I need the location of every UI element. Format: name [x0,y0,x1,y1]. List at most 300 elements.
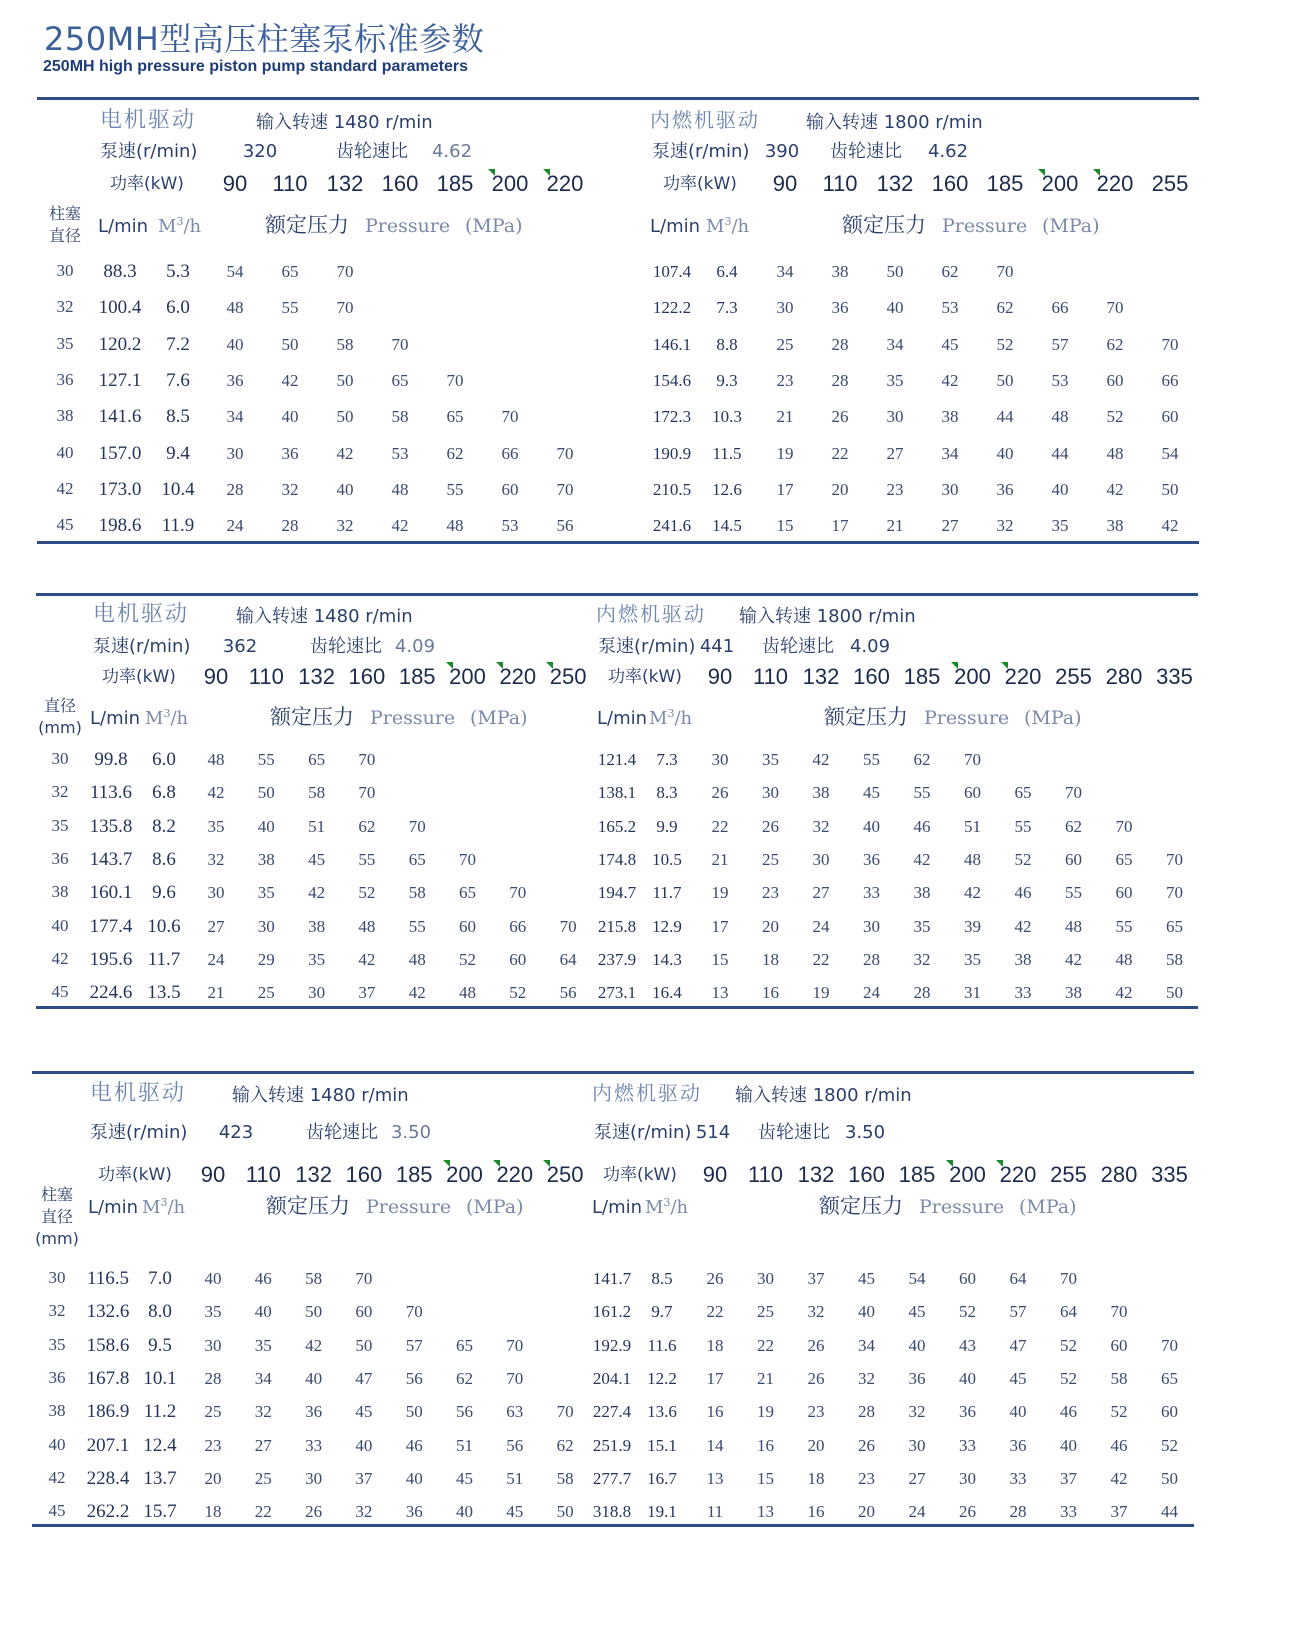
table2-engine-pressure-cell: 25 [762,849,779,869]
table1-row-diameter: 32 [56,297,74,317]
table1-engine-pressure-cell: 38 [1106,516,1124,536]
table2-motor-power-160: 160 [348,664,386,689]
table3-row-diameter: 40 [48,1434,66,1454]
table2-motor-m3h-header: $M^3/h$ [145,707,189,729]
table1-motor-pump-speed: 320 [242,141,278,162]
table1-engine-power-mark [1038,169,1045,176]
table1-row-diameter: 42 [56,478,74,498]
table1-motor-flow-lmin: 88.3 [103,261,137,282]
table1-motor-pressure-cell: 55 [446,479,464,499]
table2-engine-pressure-cell: 39 [964,916,981,936]
table3-motor-pressure-cell: 70 [556,1402,574,1422]
table2-motor-pressure-cell: 24 [207,949,225,969]
table3-motor-pressure-cell: 50 [556,1502,574,1522]
table2-engine-pressure-cell: 42 [1014,916,1032,936]
table2-engine-pressure-cell: 30 [812,849,830,869]
table1-row-diameter: 40 [56,442,74,462]
table3-engine-pressure-cell: 58 [1110,1368,1128,1388]
table2-motor-pressure-cell: 42 [408,983,426,1003]
table2-row-diameter: 36 [51,848,69,868]
table1-engine-pressure-cell: 28 [831,370,849,390]
table1-motor-pressure-cell: 55 [281,298,299,318]
table1-engine-pressure-cell: 27 [941,516,959,536]
table2-engine-flow-m3h: 14.3 [652,949,682,969]
table2-motor-power-220: 220 [499,664,537,689]
table2-motor-pressure-cell: 42 [207,783,225,803]
table2-row-diameter: 42 [51,948,69,968]
table1-motor-pressure-cell: 54 [226,262,244,281]
table1-motor-power-160: 160 [381,171,419,196]
table1-engine-pressure-cell: 54 [1161,443,1179,463]
table2-engine-pressure-cell: 18 [762,949,779,969]
table3-engine-pressure-cell: 26 [706,1269,724,1288]
table3-engine-drive-label: 内燃机驱动 [592,1081,702,1105]
table2-engine-pressure-cell: 33 [1014,983,1032,1003]
table3-motor-pressure-en: Pressure [366,1196,452,1218]
table2-engine-pressure-cell: 62 [1065,816,1082,836]
table1-row-diameter: 36 [56,369,74,389]
table1-engine-pressure-cell: 34 [886,334,904,354]
table2-motor-pressure-cell: 52 [358,883,376,903]
table1-engine-m3h-header: $M^3/h$ [706,215,750,237]
table3-engine-flow-lmin: 161.2 [592,1302,632,1322]
table3-engine-pressure-cell: 28 [858,1402,875,1422]
table2-motor-flow-m3h: 10.6 [147,915,181,937]
table3-motor-pressure-cell: 35 [254,1335,272,1355]
table3-motor-pressure-cell: 62 [556,1435,574,1455]
table3-engine-pressure-cell: 36 [959,1402,976,1422]
table1-engine-pressure-cell: 19 [776,443,794,463]
table3-motor-pressure-cell: 42 [305,1335,323,1355]
table1-engine-gear-ratio-label: 齿轮速比 [830,141,902,162]
table2-motor-power-90: 90 [203,664,229,689]
table2-motor-pressure-cell: 42 [308,883,326,903]
table1-motor-pressure-cell: 30 [226,443,244,463]
table2-engine-pressure-label: 额定压力 [824,705,908,729]
table2-motor-pressure-cell: 35 [308,949,326,969]
table1-engine-pressure-cell: 38 [831,262,849,281]
table2-engine-m3h-header: $M^3/h$ [649,707,693,729]
table1-engine-flow-header: L/min [650,216,701,237]
table3-motor-flow-lmin: 167.8 [86,1367,130,1389]
table1-engine-pressure-cell: 36 [831,298,849,318]
table2-engine-power-335: 335 [1156,664,1193,689]
table3-engine-power-185: 185 [898,1162,936,1187]
table1-engine-power-mark [1093,169,1100,176]
table3-motor-pressure-cell: 63 [506,1402,524,1422]
table3-engine-flow-lmin: 277.7 [592,1468,632,1488]
table3-motor-flow-m3h: 10.1 [143,1367,177,1389]
table1-motor-pressure-cell: 34 [226,407,244,427]
table2-engine-pressure-cell: 70 [1065,783,1082,803]
table3-motor-pressure-cell: 70 [506,1335,524,1355]
table1-engine-pressure-cell: 50 [886,262,904,281]
table2-motor-flow-lmin: 177.4 [89,915,133,937]
table2-motor-pressure-cell: 45 [308,849,326,869]
table1-engine-pressure-cell: 27 [886,443,904,463]
table1-engine-pressure-cell: 57 [1051,334,1069,354]
table1-row-diameter: 35 [56,333,74,353]
table1-engine-power-255: 255 [1151,171,1189,196]
table3-motor-pressure-cell: 56 [405,1368,423,1388]
table3-motor-flow-lmin: 132.6 [86,1301,130,1323]
table1-engine-flow-m3h: 6.4 [716,262,738,281]
table1-motor-power-label: 功率(kW) [110,174,184,194]
table3-motor-flow-lmin: 116.5 [86,1268,130,1289]
table2-motor-pressure-cell: 48 [408,949,426,969]
table3-engine-pressure-cell: 23 [807,1402,825,1422]
table1-engine-pressure-cell: 17 [776,479,794,499]
table1-engine-pressure-cell: 34 [776,262,794,281]
table2-motor-flow-lmin: 224.6 [89,982,133,1004]
table2-engine-pressure-cell: 38 [1014,949,1032,969]
table3-motor-pressure-label: 额定压力 [266,1194,350,1218]
table1-motor-pressure-cell: 50 [336,407,354,427]
table2-motor-pressure-cell: 30 [308,983,326,1003]
table2-engine-pressure-cell: 21 [711,849,729,869]
table3-engine-pressure-cell: 40 [959,1368,976,1388]
table3-motor-pressure-cell: 35 [204,1302,222,1322]
table2-engine-flow-lmin: 273.1 [597,983,637,1003]
table3-motor-power-200: 200 [446,1162,483,1187]
table3-engine-pressure-cell: 46 [1060,1402,1077,1422]
table1-engine-flow-m3h: 8.8 [716,334,738,354]
table1-engine-pressure-cell: 52 [1106,407,1124,427]
table2-motor-pressure-unit: (MPa) [470,707,528,729]
table3-engine-flow-lmin: 204.1 [592,1368,632,1388]
table1-engine-power-185: 185 [986,171,1024,196]
table2-engine-flow-lmin: 138.1 [597,783,637,803]
table3-engine-pressure-cell: 18 [706,1335,724,1355]
table1-engine-gear-ratio: 4.62 [927,141,969,162]
table2-engine-pressure-cell: 46 [913,816,931,836]
table1-motor-pressure-cell: 65 [281,262,299,281]
table2-motor-pressure-cell: 58 [308,783,326,803]
table1-diameter-header-diameter: 直径 [48,226,82,245]
table1-engine-power-132: 132 [876,171,914,196]
table1-engine-drive-label: 内燃机驱动 [650,108,760,132]
table2-engine-pressure-cell: 30 [863,916,880,936]
table3-engine-pressure-cell: 37 [1110,1502,1128,1522]
table2-motor-pressure-cell: 29 [257,949,275,969]
table1-engine-pressure-cell: 40 [1051,479,1069,499]
table2-motor-pressure-cell: 62 [358,816,376,836]
table2-motor-power-185: 185 [398,664,436,689]
table1-motor-power-132: 132 [326,171,364,196]
table3-motor-power-110: 110 [245,1162,281,1187]
table3-motor-pressure-cell: 25 [204,1402,222,1422]
table3-motor-gear-ratio-label: 齿轮速比 [306,1122,378,1143]
table3-motor-pressure-cell: 45 [456,1468,473,1488]
table3-motor-gear-ratio: 3.50 [390,1122,432,1143]
table2-motor-pressure-cell: 70 [459,849,476,869]
table1-motor-pressure-cell: 56 [556,516,574,536]
table1-motor-power-200: 200 [491,171,529,196]
table1-engine-pump-speed: 390 [764,141,800,162]
table3-engine-pressure-cell: 52 [1060,1368,1077,1388]
table1-diameter-header-plunger: 柱塞 [48,204,82,223]
table2-motor-pressure-cell: 27 [207,916,225,936]
table3-motor-drive-label: 电机驱动 [90,1081,187,1106]
table2-engine-pressure-cell: 65 [1014,783,1032,803]
table3-motor-power-mark [493,1160,500,1167]
table1-engine-pressure-cell: 44 [1051,443,1069,463]
table2-top-rule [36,593,1198,596]
table3-row-diameter: 36 [48,1367,66,1387]
table1-engine-flow-lmin: 241.6 [652,516,692,536]
table3-motor-power-132: 132 [295,1162,332,1187]
table1-motor-m3h-header: $M^3/h$ [158,215,202,237]
table3-motor-power-220: 220 [496,1162,534,1187]
table3-motor-power-90: 90 [200,1162,226,1187]
table2-engine-pressure-cell: 40 [863,816,880,836]
table3-engine-pressure-cell: 60 [1161,1402,1178,1422]
table2-motor-flow-lmin: 160.1 [89,882,133,904]
table2-motor-pressure-cell: 38 [257,849,275,869]
table2-engine-flow-lmin: 121.4 [597,750,637,769]
table2-motor-pressure-cell: 70 [358,750,376,769]
table3-motor-pressure-cell: 40 [355,1435,373,1455]
table2-motor-pressure-cell: 21 [207,983,225,1003]
table3-engine-pressure-cell: 26 [807,1368,825,1388]
table2-engine-pressure-cell: 32 [812,816,830,836]
table3-engine-pressure-cell: 32 [807,1302,825,1322]
table3-engine-pressure-cell: 17 [706,1368,724,1388]
table2-engine-pressure-cell: 23 [762,883,779,903]
table3-engine-pressure-cell: 16 [706,1402,724,1422]
table1-motor-flow-lmin: 198.6 [98,515,142,537]
table3-motor-flow-m3h: 7.0 [148,1268,172,1289]
table3-engine-pressure-cell: 33 [959,1435,976,1455]
table1-motor-pressure-label: 额定压力 [265,213,349,237]
table3-engine-pump-speed-label: 泵速(r/min) [594,1122,692,1143]
table1-motor-power-mark [488,169,495,176]
table1-engine-pump-speed-label: 泵速(r/min) [652,141,750,162]
table2-engine-pressure-cell: 38 [913,883,931,903]
table1-bottom-rule [37,541,1199,544]
table3-engine-pressure-cell: 25 [757,1302,774,1322]
table2-engine-pressure-cell: 13 [711,983,729,1003]
table3-motor-flow-lmin: 186.9 [86,1401,130,1423]
table2-motor-pressure-en: Pressure [370,707,456,729]
table1-motor-pressure-cell: 42 [336,443,354,463]
table1-engine-pressure-cell: 70 [1161,334,1179,354]
table2-row-diameter: 38 [51,882,69,902]
table3-engine-power-mark [946,1160,953,1167]
table1-motor-pressure-cell: 48 [226,298,244,318]
table2-engine-flow-lmin: 194.7 [597,883,637,903]
table2-motor-pressure-cell: 32 [207,849,225,869]
table3-engine-power-label: 功率(kW) [603,1165,677,1185]
table2-engine-pressure-cell: 28 [863,949,880,969]
table1-motor-pressure-unit: (MPa) [465,215,523,237]
table3-diameter-header-mm: (mm) [35,1229,79,1248]
table1-motor-pressure-cell: 40 [336,479,354,499]
table2-motor-gear-ratio: 4.09 [394,636,436,657]
table1-motor-flow-m3h: 5.3 [166,261,190,282]
table3-engine-power-132: 132 [797,1162,835,1187]
table3-row-diameter: 42 [48,1467,66,1487]
table1-engine-power-160: 160 [931,171,969,196]
table3-engine-pressure-cell: 37 [807,1269,825,1288]
table2-engine-pressure-cell: 60 [1115,883,1133,903]
table2-bottom-rule [36,1006,1198,1009]
table2-engine-pressure-cell: 50 [1166,983,1183,1003]
table2-engine-flow-lmin: 237.9 [597,949,637,969]
table1-engine-pressure-cell: 21 [886,516,904,536]
table3-motor-pressure-cell: 57 [405,1335,423,1355]
table3-motor-pressure-cell: 45 [355,1402,373,1422]
table3-motor-flow-m3h: 12.4 [143,1434,177,1456]
table3-engine-flow-lmin: 141.7 [592,1269,632,1288]
table2-engine-pressure-cell: 65 [1115,849,1133,869]
table2-motor-pressure-cell: 65 [308,750,326,769]
table3-engine-pressure-cell: 26 [959,1502,976,1522]
page-subtitle: 250MH high pressure piston pump standard parameters [43,58,468,75]
table1-engine-pressure-cell: 35 [886,370,904,390]
table1-motor-pressure-cell: 70 [391,334,409,354]
table2-motor-flow-m3h: 13.5 [147,982,181,1004]
table2-motor-pressure-cell: 64 [559,949,577,969]
table3-engine-pressure-cell: 70 [1161,1335,1178,1355]
table3-engine-pressure-cell: 52 [1060,1335,1077,1355]
table2-engine-power-185: 185 [903,664,941,689]
table1-engine-pressure-cell: 60 [1106,370,1124,390]
table1-motor-pressure-cell: 28 [226,479,244,499]
table3-motor-flow-lmin: 158.6 [86,1334,130,1356]
table3-motor-pressure-cell: 36 [305,1402,323,1422]
table3-engine-pressure-cell: 19 [757,1402,774,1422]
table2-engine-pressure-cell: 42 [913,849,931,869]
table2-engine-pressure-cell: 60 [1065,849,1082,869]
table1-motor-pressure-cell: 53 [391,443,409,463]
table2-engine-drive-label: 内燃机驱动 [596,602,706,626]
table1-motor-flow-m3h: 6.0 [166,297,190,319]
table1-motor-pressure-cell: 28 [281,516,299,536]
table2-engine-pressure-cell: 42 [1115,983,1133,1003]
table1-motor-pressure-cell: 70 [336,298,354,318]
table3-motor-pressure-unit: (MPa) [466,1196,524,1218]
table3-engine-pressure-cell: 60 [1110,1335,1128,1355]
table3-engine-power-335: 335 [1151,1162,1188,1187]
table2-engine-pressure-cell: 51 [964,816,981,836]
table2-engine-pressure-cell: 42 [812,750,830,769]
table1-motor-drive-label: 电机驱动 [100,108,197,133]
table3-engine-pressure-cell: 30 [757,1269,774,1288]
table2-diameter-header-diameter: 直径 [43,696,77,715]
table3-engine-pressure-cell: 54 [908,1269,926,1288]
table3-motor-flow-m3h: 15.7 [143,1501,177,1523]
table1-motor-pressure-cell: 58 [336,334,354,354]
table1-engine-flow-lmin: 210.5 [652,479,692,499]
table3-engine-pump-speed: 514 [695,1122,731,1143]
table3-engine-pressure-cell: 20 [858,1502,875,1522]
table1-motor-power-90: 90 [222,171,248,196]
table3-motor-pressure-cell: 20 [204,1468,222,1488]
table1-motor-pressure-cell: 36 [226,370,244,390]
table1-engine-pressure-cell: 70 [996,262,1014,281]
table3-engine-pressure-cell: 40 [908,1335,926,1355]
table1-engine-pressure-cell: 30 [776,298,794,318]
table2-engine-pressure-cell: 35 [762,750,779,769]
table3-motor-pump-speed: 423 [218,1122,254,1143]
table2-motor-pressure-cell: 70 [559,916,577,936]
table1-motor-pressure-cell: 32 [281,479,299,499]
table3-motor-pressure-cell: 65 [456,1335,473,1355]
table3-motor-flow-lmin: 207.1 [86,1434,130,1456]
table3-engine-flow-lmin: 251.9 [592,1435,632,1455]
table2-motor-pump-speed: 362 [222,636,258,657]
table1-motor-pressure-cell: 70 [556,479,574,499]
table3-engine-pressure-cell: 24 [908,1502,926,1522]
table3-engine-pressure-cell: 20 [807,1435,825,1455]
table2-engine-pressure-cell: 26 [762,816,779,836]
table1-engine-pressure-label: 额定压力 [842,213,926,237]
table1-engine-pressure-cell: 50 [1161,479,1179,499]
table2-engine-pressure-cell: 22 [812,949,830,969]
table2-motor-pressure-cell: 65 [408,849,426,869]
table2-row-diameter: 32 [51,782,69,802]
table1-motor-flow-lmin: 100.4 [98,297,142,319]
table2-engine-pressure-cell: 55 [1014,816,1032,836]
table2-engine-power-mark [1001,662,1008,669]
table1-motor-pressure-cell: 40 [226,334,244,354]
table1-engine-pressure-cell: 22 [831,443,849,463]
table2-engine-pressure-cell: 70 [1166,883,1183,903]
table3-motor-pressure-cell: 58 [556,1468,574,1488]
table3-engine-pressure-cell: 11 [706,1502,724,1522]
table1-engine-pressure-cell: 40 [996,443,1014,463]
table2-engine-pressure-cell: 32 [913,949,931,969]
table1-motor-pressure-cell: 48 [391,479,409,499]
table2-engine-pressure-cell: 31 [964,983,981,1003]
table2-motor-power-label: 功率(kW) [102,667,176,687]
table3-engine-flow-m3h: 13.6 [647,1402,677,1422]
table3-row-diameter: 45 [48,1501,66,1521]
table1-engine-pressure-cell: 34 [941,443,959,463]
table1-engine-pressure-cell: 50 [996,370,1014,390]
table1-engine-pressure-cell: 20 [831,479,849,499]
table1-engine-pressure-cell: 23 [776,370,794,390]
table1-engine-pressure-cell: 15 [776,516,794,536]
table2-motor-power-110: 110 [248,664,284,689]
table3-motor-pressure-cell: 26 [305,1502,323,1522]
table3-engine-pressure-cell: 21 [757,1368,774,1388]
table3-motor-pressure-cell: 46 [254,1269,272,1288]
table2-row-diameter: 30 [51,749,69,768]
table3-motor-pressure-cell: 50 [355,1335,373,1355]
table2-motor-pressure-cell: 65 [459,883,476,903]
table3-engine-pressure-cell: 28 [1009,1502,1027,1522]
table3-engine-pressure-cell: 18 [807,1468,825,1488]
table1-motor-pressure-cell: 40 [281,407,299,427]
table2-motor-flow-m3h: 6.0 [152,749,176,770]
table3-engine-pressure-cell: 60 [959,1269,976,1288]
table2-motor-pressure-cell: 60 [509,949,527,969]
table1-motor-power-mark [543,169,550,176]
table2-motor-pump-speed-label: 泵速(r/min) [93,636,191,657]
table2-engine-flow-lmin: 165.2 [597,816,637,836]
table3-motor-pressure-cell: 22 [254,1502,272,1522]
table2-motor-pressure-cell: 42 [358,949,376,969]
table3-bottom-rule [32,1524,1194,1527]
table1-engine-power-90: 90 [772,171,798,196]
table2-motor-pressure-cell: 70 [358,783,376,803]
table3-motor-pressure-cell: 56 [506,1435,524,1455]
table2-engine-pressure-cell: 70 [1115,816,1133,836]
table2-engine-pressure-cell: 26 [711,783,729,803]
table2-motor-flow-lmin: 99.8 [94,749,128,770]
